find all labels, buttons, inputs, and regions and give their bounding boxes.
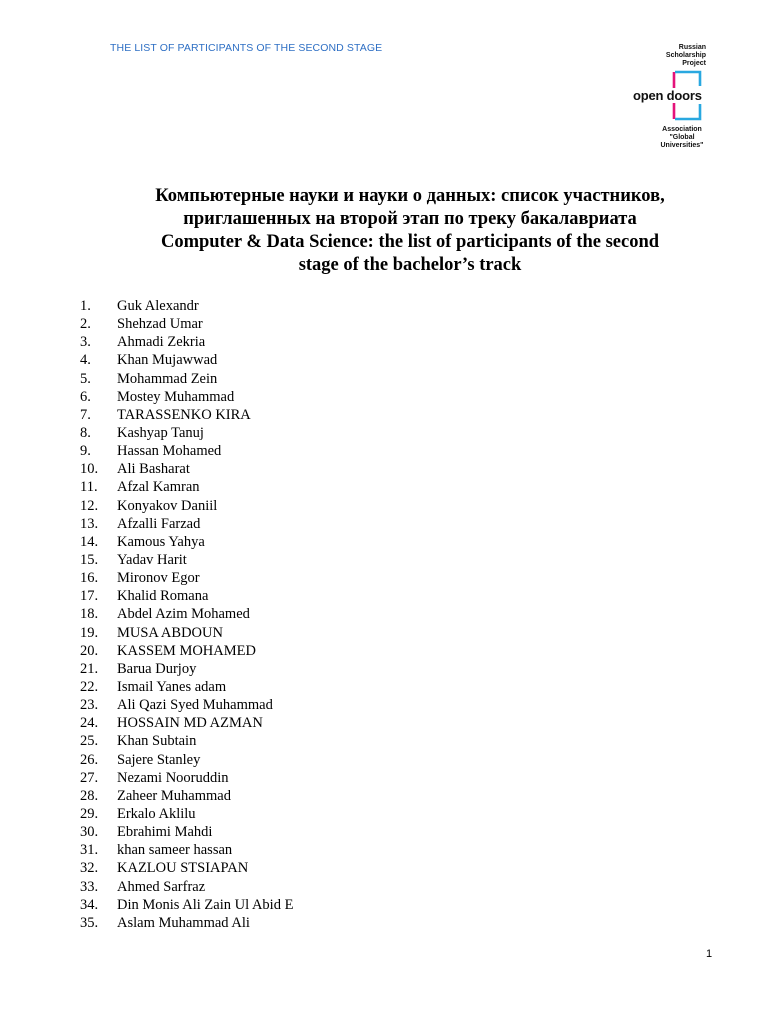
participant-name: Ali Basharat (117, 461, 190, 478)
list-item-number: 6. (80, 388, 91, 405)
list-item-number: 19. (80, 624, 99, 641)
list-item-number: 20. (80, 642, 99, 659)
list-item (0, 678, 768, 696)
list-item (0, 769, 768, 787)
list-item (0, 406, 768, 424)
list-item-number: 8. (80, 424, 91, 441)
document-title (100, 185, 720, 277)
list-item (0, 823, 768, 841)
running-header: THE LIST OF PARTICIPANTS OF THE SECOND STAGE (110, 42, 383, 54)
list-item (0, 460, 768, 478)
title-ru-line-1: Компьютерные науки и науки о данных: список участников, (155, 186, 665, 206)
participant-name: Guk Alexandr (117, 298, 199, 314)
list-item (0, 805, 768, 823)
list-item-number: 30. (80, 824, 99, 841)
participant-name: Khalid Romana (117, 588, 209, 605)
participant-name: Sajere Stanley (117, 751, 201, 768)
list-item (0, 388, 768, 406)
list-item (0, 497, 768, 515)
list-item (0, 660, 768, 678)
list-item (0, 896, 768, 914)
list-item-number: 34. (80, 896, 99, 913)
list-item (0, 859, 768, 877)
participant-name: Afzal Kamran (117, 479, 200, 496)
participant-name: Yadav Harit (117, 551, 187, 568)
list-item (0, 333, 768, 351)
list-item (0, 370, 768, 388)
participant-name: Din Monis Ali Zain Ul Abid E (117, 896, 294, 913)
participant-name: Erkalo Aklilu (117, 805, 196, 822)
list-item-number: 3. (80, 334, 91, 351)
participant-name: Ali Qazi Syed Muhammad (117, 697, 273, 714)
participant-name: Shehzad Umar (117, 316, 203, 333)
participant-name: Khan Subtain (117, 733, 197, 750)
open-doors-logo (628, 40, 728, 148)
list-item-number: 25. (80, 733, 99, 750)
participant-name: Khan Mujawwad (117, 352, 218, 369)
list-item-number: 23. (80, 697, 99, 714)
participant-name: MUSA ABDOUN (117, 624, 223, 641)
list-item (0, 478, 768, 496)
list-item (0, 914, 768, 932)
participant-name: HOSSAIN MD AZMAN (117, 715, 263, 732)
list-item-number: 26. (80, 751, 99, 768)
participant-name: Afzalli Farzad (117, 515, 201, 532)
list-item (0, 732, 768, 750)
list-item-number: 18. (80, 606, 99, 623)
participant-name: Mostey Muhammad (117, 388, 235, 405)
list-item (0, 714, 768, 732)
list-item-number: 32. (80, 860, 99, 877)
participant-name: KAZLOU STSIAPAN (117, 860, 249, 877)
list-item-number: 11. (80, 479, 98, 496)
list-item (0, 878, 768, 896)
list-item (0, 297, 768, 315)
list-item-number: 31. (80, 842, 99, 859)
participant-name: Kamous Yahya (117, 533, 205, 550)
participant-name: TARASSENKO KIRA (117, 406, 251, 423)
participant-name: Aslam Muhammad Ali (117, 914, 250, 931)
list-item-number: 22. (80, 678, 99, 695)
participant-name: Kashyap Tanuj (117, 424, 204, 441)
list-item (0, 515, 768, 533)
participant-name: Barua Durjoy (117, 660, 197, 677)
participant-name: Hassan Mohamed (117, 443, 222, 460)
list-item-number: 7. (80, 406, 91, 423)
participant-name: khan sameer hassan (117, 842, 233, 859)
list-item (0, 569, 768, 587)
title-en-line-2: stage of the bachelor’s track (298, 255, 522, 275)
participant-name: Ahmed Sarfraz (117, 878, 206, 895)
list-item-number: 33. (80, 878, 99, 895)
list-item (0, 315, 768, 333)
list-item-number: 28. (80, 787, 99, 804)
page-number: 1 (706, 948, 713, 960)
list-item-number: 2. (80, 316, 91, 333)
list-item-number: 29. (80, 805, 99, 822)
list-item (0, 351, 768, 369)
list-item (0, 751, 768, 769)
participants-list (0, 297, 768, 932)
logo-brand-text: open doors (633, 88, 702, 103)
list-item-number: 4. (80, 352, 91, 369)
list-item (0, 533, 768, 551)
list-item-number: 10. (80, 461, 99, 478)
list-item-number: 14. (80, 533, 99, 550)
participant-name: Ebrahimi Mahdi (117, 824, 213, 841)
list-item-number: 15. (80, 551, 99, 568)
participant-name: Abdel Azim Mohamed (117, 606, 250, 623)
list-item (0, 551, 768, 569)
participant-name: Mironov Egor (117, 570, 200, 587)
list-item-number: 27. (80, 769, 99, 786)
participant-name: Ahmadi Zekria (117, 334, 206, 351)
list-item (0, 696, 768, 714)
list-item (0, 424, 768, 442)
participant-name: KASSEM MOHAMED (117, 642, 256, 659)
list-item-number: 35. (80, 914, 99, 931)
participant-name: Konyakov Daniil (117, 497, 218, 514)
list-item-number: 12. (80, 497, 99, 514)
list-item (0, 624, 768, 642)
participant-name: Mohammad Zein (117, 370, 218, 387)
list-item-number: 1. (80, 298, 91, 314)
list-item-number: 16. (80, 570, 99, 587)
list-item (0, 442, 768, 460)
list-item (0, 587, 768, 605)
list-item-number: 24. (80, 715, 99, 732)
participant-name: Zaheer Muhammad (117, 787, 231, 804)
title-en-line-1: Computer & Data Science: the list of participants of the second (160, 232, 660, 252)
list-item-number: 17. (80, 588, 99, 605)
list-item-number: 13. (80, 515, 99, 532)
list-item (0, 787, 768, 805)
list-item (0, 642, 768, 660)
logo-top-text: Russian Scholarship Project (665, 44, 706, 67)
list-item-number: 21. (80, 660, 99, 677)
list-item (0, 841, 768, 859)
list-item-number: 5. (80, 370, 91, 387)
participant-name: Nezami Nooruddin (117, 769, 229, 786)
list-item (0, 605, 768, 623)
list-item-number: 9. (80, 443, 91, 460)
participant-name: Ismail Yanes adam (117, 678, 227, 695)
logo-bottom-text: Association "Global Universities" (660, 126, 704, 149)
title-ru-line-2: приглашенных на второй этап по треку бакалавриата (183, 209, 637, 229)
